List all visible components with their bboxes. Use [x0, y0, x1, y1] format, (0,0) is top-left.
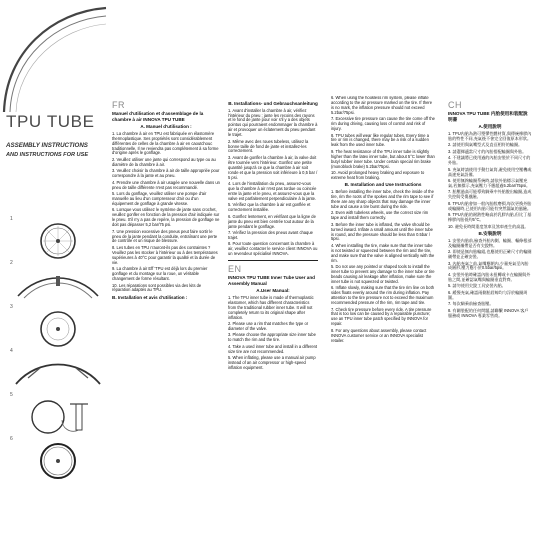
assembly-steps — [10, 216, 106, 486]
en-section-a-heading: A.User Manual: — [256, 288, 290, 294]
step-number: 6 — [10, 436, 13, 442]
subtitle-line-2: AND INSTRUCTIONS FOR USE — [6, 152, 89, 158]
de-item: 2. Même avec des roues tubeless, utilisez la bonne taille de fond de jante et installez-les correctement. — [228, 138, 309, 154]
step-illustration — [10, 348, 106, 392]
ch-item: 8. TPU內胎會如一般內胎般磨損,每次更換外胎或輪圈時,已使用內胎可能有突然漏氣的風險。 — [448, 200, 532, 211]
ch-doc-title: INNOVA TPU TUBE 内胎使用和装配說明書 — [448, 111, 528, 122]
wheel-icon — [10, 442, 106, 480]
step-number: 3 — [10, 304, 13, 310]
fr-section-a-heading: A. Manuel d'utilisation : — [140, 124, 192, 130]
en-item: 10. Avoid prolonged heavy braking and exposure to extreme heat from braking. — [331, 170, 425, 180]
language-label-ch: CH — [448, 100, 462, 110]
en-item: 6. When using the hookless rim system, please inflate according to the air pressure marked on the tire. If there is no mark, the inflation pressure should not exceed 5.2bar/75psi. — [331, 96, 433, 115]
ch-b-item: 7. 每次騎乘前檢查胎壓。 — [448, 301, 494, 307]
de-item: 6. Gonflez lentement, en vérifiant que la ligne de jante du pneu est bien centrée tout autour de la jante pendant le gonflage. — [228, 213, 316, 229]
subtitle-line-1: ASSEMBLY INSTRUCTIONS — [6, 142, 88, 149]
en-b-item: 3. Before the inner tube is inflated, the valve should be turned inward. Inflate a small amount until the inner tube is round, and the pressure should be less than 0.5bar / 5psi. — [331, 221, 433, 242]
de-item: 7. Vérifiez la pression des pneus avant chaque trajet. — [228, 230, 313, 240]
en-item: 7. Excessive tire pressure can cause the tire come off the rim during driving, causing loss of control and risk of injury. — [331, 116, 435, 132]
en-doc-title: INNOVA TPU TUBE Inner Tube User and Assembly Manual — [228, 275, 315, 286]
tire-arc-graphic — [0, 0, 108, 112]
step-number: 5 — [10, 392, 13, 398]
ch-item: 6. 使用無鉤輪圈系統時,請依外胎標示氣壓充氣,若無標示,充氣壓力不應超過5.2bar/75psi。 — [448, 178, 531, 188]
ch-section-a-heading: A.使用說明 — [478, 124, 502, 130]
en-section-b-heading: B. Installation and Use Instructions — [344, 182, 422, 188]
en-b-item: 4. When installing the tire, make sure that the inner tube is not twisted or squeezed between the rim and the tire, and make sure that the valve is aligned vertically with the rim. — [331, 242, 435, 263]
en-b-item: 6. Inflate slowly, making sure that the tire rim line on both sides floats evenly around the rim during inflation. Pay attention to the tire pressure not to exceed the maximum recommended pressure of the rim, rim tape and tire. — [331, 285, 434, 306]
en-item: 9. The heat resistance of the TPU inner tube is slightly higher than the latex inner tube, but about 5°C lower than butyl rubber inner tube. Under certain special rim brake (monoblock brake) 5.2bar/75psi. — [331, 148, 435, 169]
fr-item: 5. Lors du gonflage, veuillez utiliser une pompe d'air manuelle au lieu d'un compresseur d'air ou d'un équipement de gonflage à grande vitesse. — [112, 191, 207, 206]
ch-item: 9. TPU內胎的耐熱性略高於乳膠內胎,但比丁基橡膠內胎低約5°C。 — [448, 212, 532, 223]
fr-item: 7. Une pression excessive des pneus peut faire sortir le pneu de la jante pendant la conduite, entraînant une perte de contrôle et un risque de blessure. — [112, 228, 218, 244]
ch-item: 3. 請選擇適當尺寸的內胎搭配輪圈與外胎。 — [448, 148, 527, 154]
fr-item: 2. Veuillez utiliser une jante qui correspond au type ou au diamètre de la chambre à air. — [112, 156, 216, 167]
en-item: 1. The TPU inner tube is made of thermoplastic elastomer, which has different characteristics from the traditional rubber inner tube. It will not completely return to its original shape after inflation. — [228, 294, 314, 320]
chinese-column — [448, 100, 532, 533]
fr-item: 6. Lorsque vous utilisez le système de jante sans crochet, veuillez gonfler en fonction de la pression d'air indiquée sur le pneu. S'il n'y a pas de repère, la pression de gonflage ne doit pas dépasser 5,2 bar/75 psi. — [112, 207, 220, 228]
de-section-heading: B. Installations- und Gebrauchsanleitung — [228, 101, 318, 106]
en-b-item: 2. Even with tubeless wheels, use the correct size rim tape and install them correctly. — [331, 210, 429, 221]
ch-b-item: 5. 請勿使用尖銳工具安裝內胎。 — [448, 283, 506, 289]
french-column — [112, 100, 220, 533]
product-title: TPU TUBE — [6, 112, 95, 131]
ch-item: 5. 充氣時請使用手動打氣筒,避免使用空壓機或高速充氣設備。 — [448, 166, 532, 177]
ch-section-b-heading: B.安裝說明 — [478, 231, 502, 237]
de-item: 8. Pour toute question concernant la chambre à air, veuillez contacter le service client INNOVA ou un revendeur spécialisé INNOVA. — [228, 241, 318, 257]
ch-b-item: 2. 即使是無內胎輪組,也應使用正確尺寸的輪圈襯帶並正確安裝。 — [448, 249, 532, 260]
en-item: 8. TPU tubes will wear like regular tubes. Every time a tire or rim is changed, there may be a risk of a sudden leak from the used inner tube. — [331, 132, 429, 148]
de-item: 1. Avant d'installer la chambre à air, vérifiez l'intérieur du pneu ; jante les recoins des rayons et le fond de jante pour voir s'il y a des objets pointus qui pourraient endommager la chambre à air et provoquer un éclatement du pneu pendant le trajet. — [228, 107, 318, 138]
fr-item: 10. Les réparations sont possibles via des kits de réparation adaptés au TPU. — [112, 282, 202, 293]
pump-icon — [10, 398, 106, 436]
fr-item: 8. Les tubes en TPU n'auront-ils pas des contraintes ? Veuillez pas les stocker à l'intérieur ou à des températures supérieures à 40°C pour garantir la qualité et la durée de vie. — [112, 244, 218, 265]
step-illustration — [10, 436, 106, 480]
language-label-fr: FR — [112, 100, 125, 110]
tube-insert-icon — [10, 266, 106, 304]
tire-bead-icon — [10, 354, 106, 392]
ch-item: 7. 胎壓過高可能導致騎乘中外胎脫出輪圈,造成失控與受傷風險。 — [448, 189, 532, 200]
step-number: 2 — [10, 260, 13, 266]
fr-item: 4. Prendre une chambre à air usagée une nouvelle dans un pneu de taille différente n'est pas recommandé. — [112, 179, 220, 190]
ch-item: 2. 請使用與氣嘴型式及直徑相符的輪圈。 — [448, 142, 523, 148]
divider — [228, 260, 318, 261]
ch-b-item: 1. 安裝內胎前,檢查外胎內側、輪圈、輻條根部及輪圈襯帶是否有尖銳物。 — [448, 237, 532, 248]
en-item: 4. Take a used inner tube and install in a different size tire are not recommended. — [228, 343, 318, 354]
ch-item: 1. TPU內胎為熱可塑彈性體材質,與傳統橡膠內胎的特性不同,充氣後不會完全回復原本形狀。 — [448, 130, 532, 141]
ch-b-item: 4. 安裝外胎時確認內胎未扭轉或卡在輪圈與外胎之間,並確認氣嘴與輪圈垂直對齊。 — [448, 271, 531, 282]
ch-b-item: 8. 有關裝配的任何問題,請聯繫 INNOVA 客戶服務或 INNOVA 專業零售商。 — [448, 307, 529, 318]
de-item: 4. Lors de l'installation du pneu, assurez-vous que la chambre à air n'est pas tordue ou coincée entre la jante et le pneu, et assurez-vous que la valve est parfaitement perpendiculaire à la jante. — [228, 181, 317, 201]
english-column — [331, 96, 435, 533]
fr-item: 3. Veuillez choisir la chambre à air de taille appropriée pour correspondre à la jante et au pneu. — [112, 168, 220, 179]
ch-b-item: 6. 緩慢充氣,確認兩側胎唇線均勻浮於輪圈周圍。 — [448, 289, 528, 300]
en-b-item: 8. For any questions about assembly, please contact INNOVA customer service or an INNOVA specialist retailer. — [331, 327, 427, 343]
german-column — [228, 100, 318, 533]
wheel-icon — [10, 310, 106, 348]
fr-item: 1. La chambre à air en TPU est fabriquée en élastomère thermoplastique. Ses propriétés sont considérablement différentes de celles de la chambre à air en caoutchouc traditionnelle. Il ne reviendra pas complètement à sa forme d'origine après le gonflage. — [112, 130, 219, 156]
fr-section-b-heading: B. Installation et avis d'utilisation : — [112, 294, 188, 300]
en-b-item: 7. Check tire pressure before every ride. A tire pressure that is too low can be caused by a repairable puncture; use an TPU inner tube patch specified by INNOVA for repair. — [331, 306, 432, 327]
wheel-icon — [10, 222, 106, 260]
language-label-en: EN — [228, 264, 242, 275]
fr-item: 9. La chambre à air Eff 'TPU est déjà lors du premier gonflage et du montage sur la roue, un véritable changement de forme résultant. — [112, 266, 208, 281]
step-number: 4 — [10, 348, 13, 354]
step-illustration — [10, 304, 106, 348]
step-illustration — [10, 392, 106, 436]
de-item: 5. Vérifiez que la chambre à air est gonflée et correctement installée. — [228, 202, 311, 213]
de-item: 3. Avant de gonfler la chambre à air, la valve doit être tournée vers l'intérieur. Gonflez une petite quantité jusqu'à ce que la chambre à air soit ronde et que la pression soit inférieure à 0,5 bar / 5 psi. — [228, 154, 318, 180]
en-item: 2. Please use a rim that matches the type or diameter of the valve. — [228, 321, 309, 331]
fr-doc-title: Manuel d'utilisation et d'assemblage de la chambre à air INNOVA TPU TUBE — [112, 111, 204, 122]
ch-item: 10. 避免長時間重度煞車及煞車產生的高溫。 — [448, 223, 529, 229]
cover-panel — [0, 0, 108, 533]
en-b-item: 1. Before installing the inner tube, check the inside of the tire, rim the roots of the spokes and the rim tape to see if there are any sharp objects that may damage the inner tube and cause a tire burst during the ride. — [331, 189, 434, 209]
step-illustration — [10, 260, 106, 304]
ch-item: 4. 不建議將已使用過的內胎安裝於不同尺寸的外胎。 — [448, 155, 531, 166]
step-number: 1 — [10, 216, 13, 222]
en-item: 3. Please choose the appropriate size inner tube to match the rim and the tire. — [228, 332, 316, 343]
en-item: 5. When inflating, please use a manual air pump instead of an air compressor or high-speed inflation equipment. — [228, 355, 316, 371]
en-b-item: 5. Do not use any pointed or shaped tools to install the inner tube to prevent any damage to the inner tube or tire beads causing air leakage after inflation, make sure the inner tube is not squeezed or twisted. — [331, 264, 435, 284]
step-illustration — [10, 216, 106, 260]
ch-b-item: 3. 內胎充氣之前,氣嘴應朝內,少量充氣至內胎成圓形,壓力應小於0.5bar/5psi。 — [448, 260, 529, 271]
